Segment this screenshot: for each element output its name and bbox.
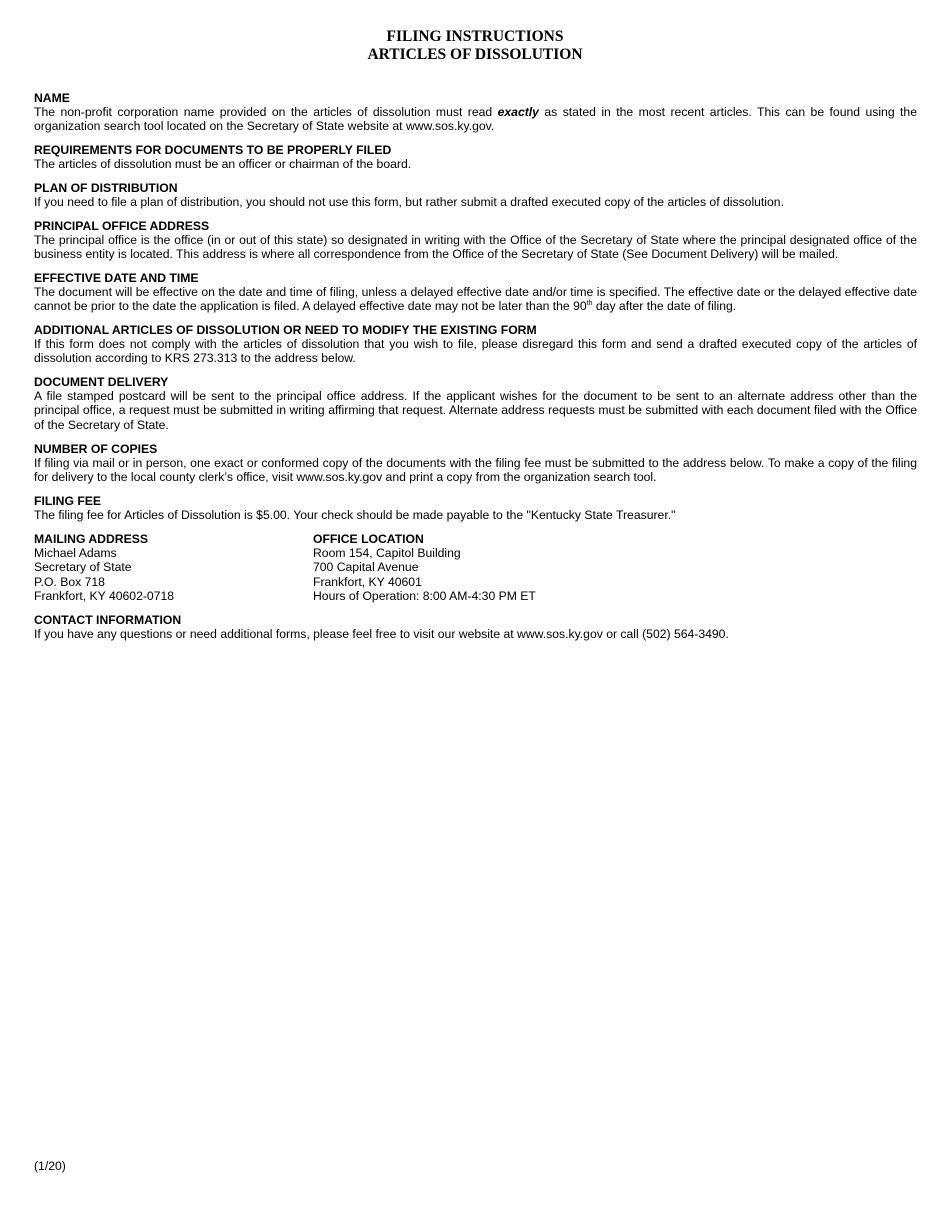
section-requirements <box>34 143 917 171</box>
section-body: The non-profit corporation name provided on the articles of dissolution must read exactly as stated in the most recent articles. This can be found using the organization search tool located on the Secretary of State website at www.sos.ky.gov. <box>34 105 917 134</box>
section-body: If filing via mail or in person, one exact or conformed copy of the documents with the filing fee must be submitted to the address below. To make a copy of the filing for delivery to the local county clerk’s office, visit www.sos.ky.gov and print a copy from the organization search tool. <box>34 456 917 485</box>
section-effective-date <box>34 271 917 314</box>
section-heading: OFFICE LOCATION <box>313 532 424 546</box>
section-heading: NAME <box>34 91 70 105</box>
section-heading: REQUIREMENTS FOR DOCUMENTS TO BE PROPERLY FILED <box>34 143 392 157</box>
section-body: The document will be effective on the date and time of filing, unless a delayed effective date and/or time is specified. The effective date or the delayed effective date cannot be prior to the date the application is filed. A delayed effective date may not be later than the 90th day after the date of filing. <box>34 285 917 314</box>
section-plan-of-distribution <box>34 181 917 209</box>
address-line: Michael Adams <box>34 546 117 561</box>
section-principal-office <box>34 219 917 262</box>
section-mailing-address <box>34 532 294 603</box>
section-office-location <box>313 532 713 603</box>
address-line: 700 Capital Avenue <box>313 560 419 575</box>
section-heading: DOCUMENT DELIVERY <box>34 375 169 389</box>
section-name <box>34 91 917 134</box>
section-body: The principal office is the office (in or out of this state) so designated in writing with the Office of the Secretary of State where the principal designated office of the business entity is located. This address is where all correspondence from the Office of the Secretary of State (See Document Delivery) will be mailed. <box>34 233 917 262</box>
section-heading: ADDITIONAL ARTICLES OF DISSOLUTION OR NEED TO MODIFY THE EXISTING FORM <box>34 323 537 337</box>
emphasis-text: exactly <box>497 105 539 120</box>
section-heading: MAILING ADDRESS <box>34 532 148 546</box>
section-heading: CONTACT INFORMATION <box>34 613 182 627</box>
section-filing-fee <box>34 494 917 522</box>
section-body: The articles of dissolution must be an officer or chairman of the board. <box>34 157 412 172</box>
address-line: Room 154, Capitol Building <box>313 546 461 561</box>
section-heading: PRINCIPAL OFFICE ADDRESS <box>34 219 210 233</box>
address-line: Frankfort, KY 40601 <box>313 574 422 589</box>
section-heading: PLAN OF DISTRIBUTION <box>34 181 178 195</box>
section-heading: NUMBER OF COPIES <box>34 442 158 456</box>
section-contact-information <box>34 613 917 641</box>
section-body: A file stamped postcard will be sent to the principal office address. If the applicant wishes for the document to be sent to an alternate address other than the principal office, a request must be submitted in writing affirming that request. Alternate address requests must be submitted with each document filed with the Office of the Secretary of State. <box>34 389 917 432</box>
section-additional-articles <box>34 323 917 366</box>
section-heading: EFFECTIVE DATE AND TIME <box>34 271 199 285</box>
address-line: Frankfort, KY 40602-0718 <box>34 588 175 603</box>
address-line: P.O. Box 718 <box>34 574 105 589</box>
section-body: The filing fee for Articles of Dissolution is $5.00. Your check should be made payable to the "Kentucky State Treasurer." <box>34 508 676 523</box>
document-title-line2: ARTICLES OF DISSOLUTION <box>367 46 583 63</box>
address-line: Secretary of State <box>34 560 132 575</box>
section-body: If you need to file a plan of distribution, you should not use this form, but rather submit a drafted executed copy of the articles of dissolution. <box>34 195 784 210</box>
section-number-of-copies <box>34 442 917 485</box>
form-version-label: (1/20) <box>34 1159 66 1173</box>
document-title-line1: FILING INSTRUCTIONS <box>386 28 564 45</box>
address-line: Hours of Operation: 8:00 AM-4:30 PM ET <box>313 588 536 603</box>
section-body: If you have any questions or need additional forms, please feel free to visit our website at www.sos.ky.gov or call (502) 564-3490. <box>34 627 729 642</box>
section-heading: FILING FEE <box>34 494 102 508</box>
section-document-delivery <box>34 375 917 432</box>
section-body: If this form does not comply with the articles of dissolution that you wish to file, please disregard this form and send a drafted executed copy of the articles of dissolution according to KRS 273.313 to the address below. <box>34 337 917 366</box>
